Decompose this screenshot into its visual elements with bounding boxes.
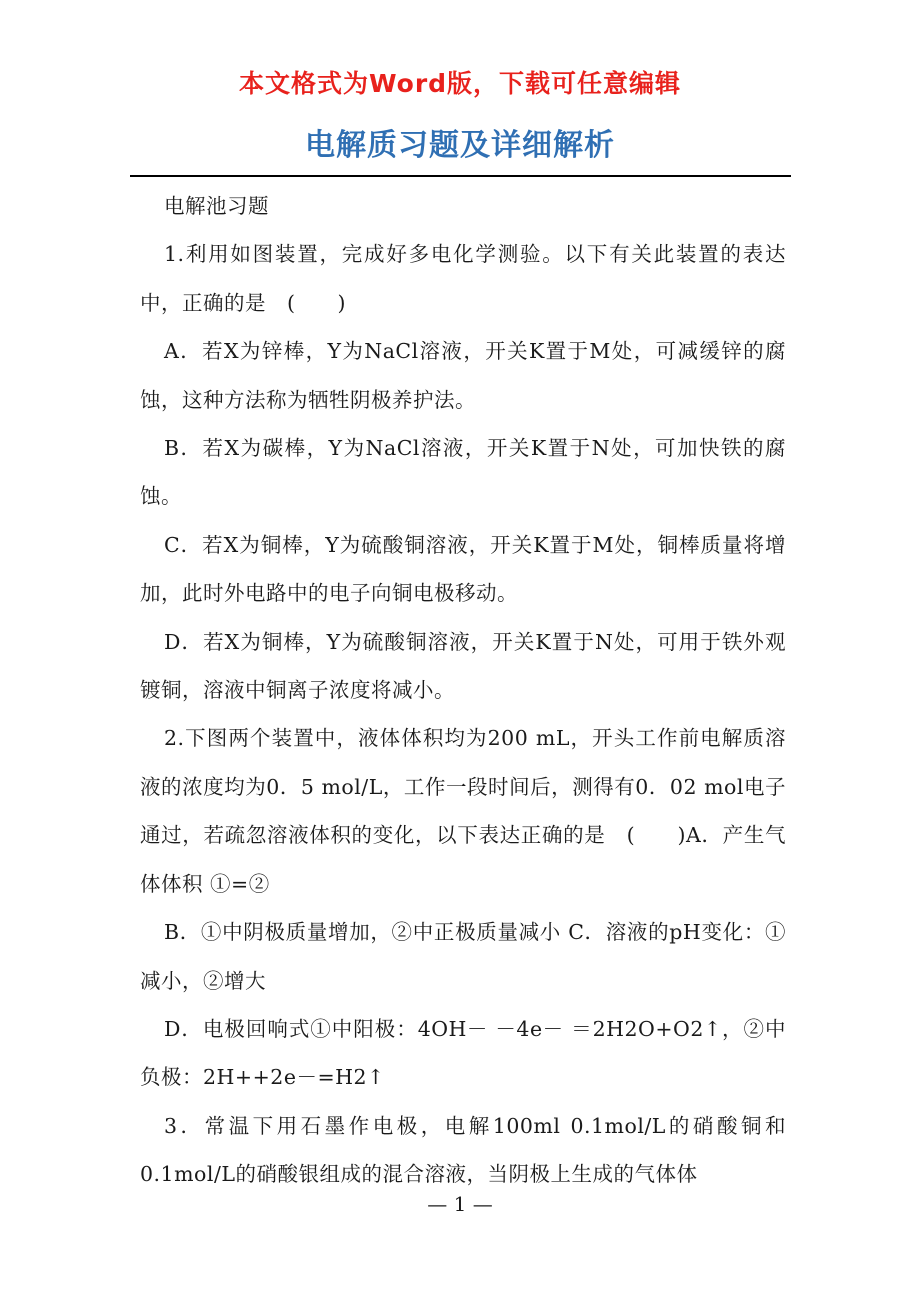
question-3-stem: 3．常温下用石墨作电极，电解100ml 0.1mol/L的硝酸铜和0.1mol/L的硝酸银组成的混合溶液，当阴极上生成的气体体 — [140, 1113, 786, 1187]
question-2-stem: 2.下图两个装置中，液体体积均为200 mL，开头工作前电解质溶液的浓度均为0．5 mol/L，工作一段时间后，测得有0．02 mol电子通过，若疏忽溶液体积的变化，以下表达正确的是 ( )A．产生气体体积 ①=② — [140, 726, 786, 896]
page-number: — 1 — — [427, 1192, 493, 1216]
header-divider — [130, 175, 791, 177]
document-title: 电解质习题及详细解析 — [305, 128, 615, 163]
question-2-options-b-c: B．①中阴极质量增加，②中正极质量减小 C．溶液的pH变化：①减小，②增大 — [140, 920, 786, 993]
download-banner: 本文格式为Word版，下载可任意编辑 — [238, 69, 682, 98]
question-1-option-c: C．若X为铜棒，Y为硫酸铜溶液，开关K置于M处，铜棒质量将增加，此时外电路中的电子向铜电极移动。 — [140, 532, 786, 606]
question-1-stem: 1.利用如图装置，完成好多电化学测验。以下有关此装置的表达中，正确的是 ( ) — [140, 242, 786, 315]
question-1-option-b: B．若X为碳棒，Y为NaCl溶液，开关K置于N处，可加快铁的腐蚀。 — [140, 436, 786, 509]
question-2-option-d: D．电极回响式①中阳极：4OH－ －4e－ ＝2H2O+O2↑，②中负极：2H++2e－=H2↑ — [140, 1016, 786, 1090]
question-1-option-a: A．若X为锌棒，Y为NaCl溶液，开关K置于M处，可减缓锌的腐蚀，这种方法称为牺牲阴极养护法。 — [140, 339, 786, 412]
section-heading: 电解池习题 — [164, 194, 269, 218]
document-body — [140, 182, 786, 1199]
question-1-option-d: D．若X为铜棒，Y为硫酸铜溶液，开关K置于N处，可用于铁外观镀铜，溶液中铜离子浓度将减小。 — [140, 629, 786, 703]
